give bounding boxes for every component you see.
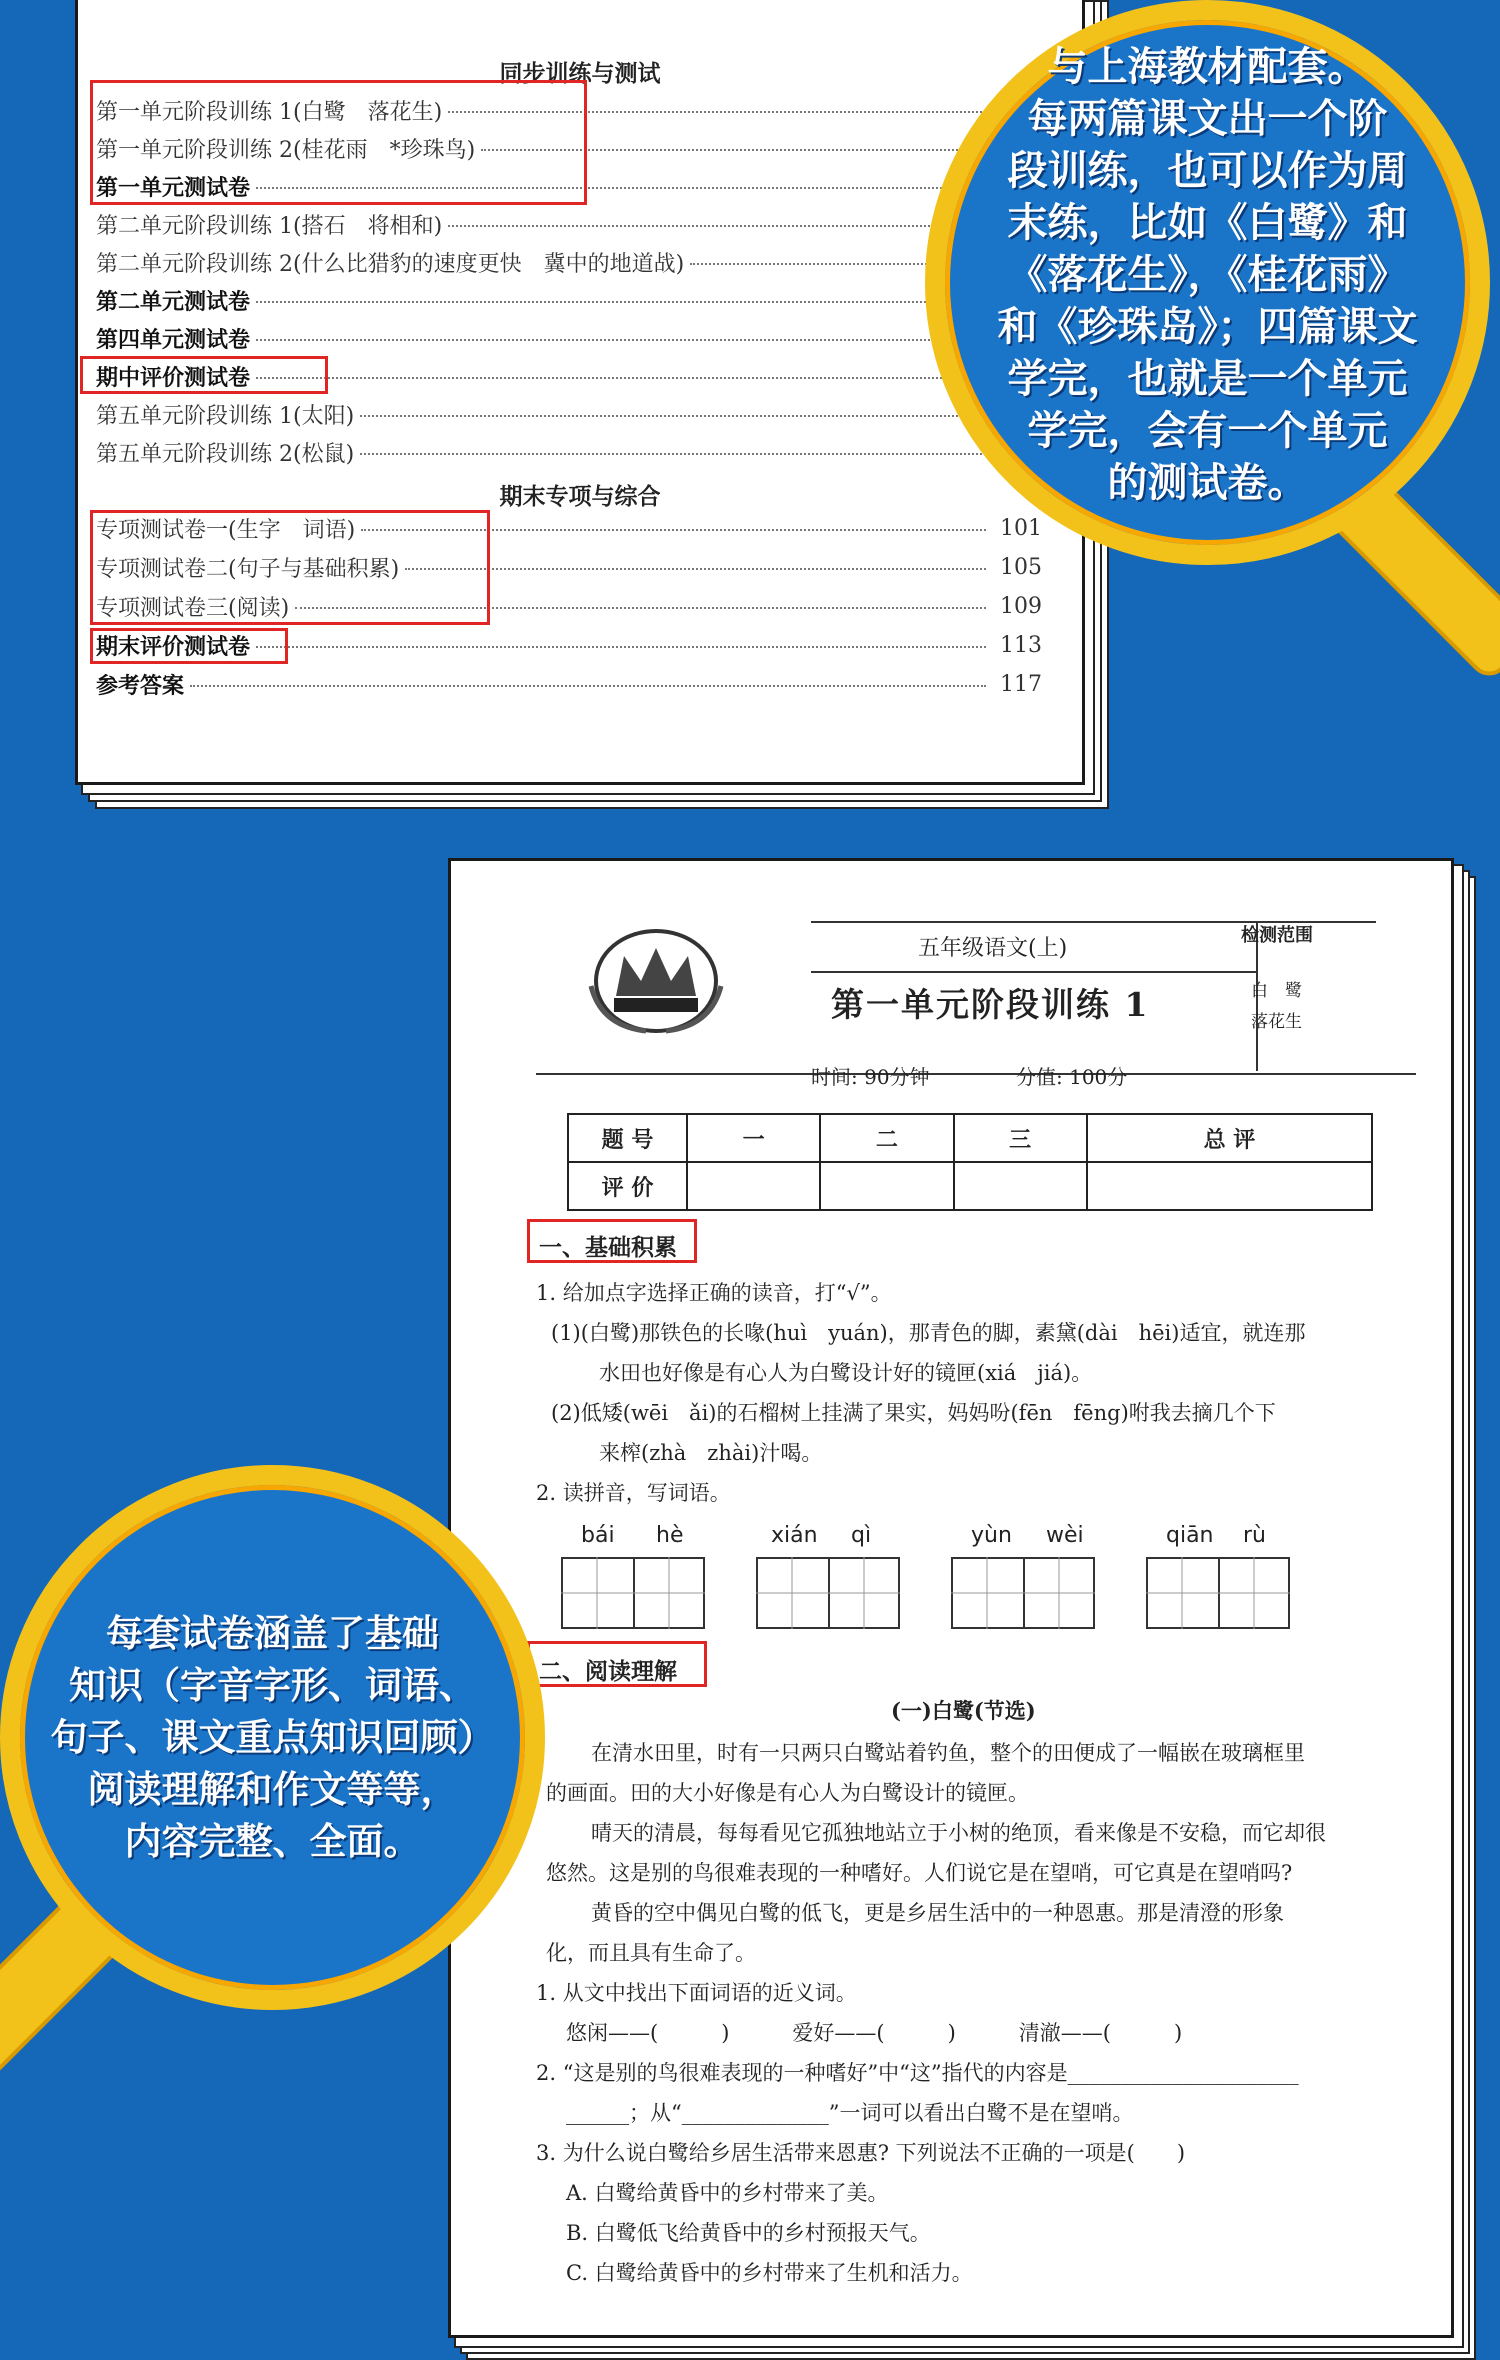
score-label: 分值: 100分	[1016, 1065, 1128, 1089]
toc-row: 专项测试卷三(阅读) 109	[96, 593, 1042, 621]
scope-item: 白 鹭	[1251, 981, 1302, 1001]
lens-callout-text: 每套试卷涵盖了基础 知识（字音字形、词语、 句子、课文重点知识回顾） 阅读理解和作文等等， 内容完整、全面。	[50, 1611, 495, 1863]
toc-section-title: 同步训练与测试	[499, 60, 661, 87]
question: 1. 从文中找出下面词语的近义词。	[536, 1981, 857, 2005]
toc-row: 第五单元阶段训练 2(松鼠)	[96, 434, 1042, 470]
pinyin-label: qì	[851, 1523, 872, 1548]
exam-sheet	[448, 858, 1454, 2338]
answer-option: A. 白鹭给黄昏中的乡村带来了美。	[566, 2181, 889, 2205]
magnifier-lens	[0, 1465, 545, 2010]
question-line: 悠闲——( ) 爱好——( ) 清澈——( )	[566, 2021, 1183, 2045]
question-line: 水田也好像是有心人为白鹭设计好的镜匣(xiá jiá)。	[599, 1361, 1093, 1385]
highlight-box	[527, 1641, 707, 1687]
toc-row: 第二单元阶段训练 2(什么比猎豹的速度更快 冀中的地道战)	[96, 244, 1042, 280]
writing-grid[interactable]	[951, 1557, 1095, 1629]
question: 2. 读拼音，写词语。	[536, 1481, 731, 1505]
scope-item: 落花生	[1251, 1012, 1302, 1032]
toc-row: 期末评价测试卷 113	[96, 632, 1042, 660]
toc-row: 专项测试卷二(句子与基础积累) 105	[96, 554, 1042, 582]
toc-row: 第四单元测试卷	[96, 320, 1042, 356]
pinyin-label: wèi	[1046, 1523, 1084, 1548]
pinyin-label: rù	[1243, 1523, 1266, 1548]
question: 3. 为什么说白鹭给乡居生活带来恩惠? 下列说法不正确的一项是( )	[536, 2141, 1186, 2165]
highlight-box	[90, 80, 587, 205]
toc-row: 第一单元测试卷	[96, 168, 1042, 204]
question-line: 来榨(zhà zhài)汁喝。	[599, 1441, 823, 1465]
writing-grid[interactable]	[561, 1557, 705, 1629]
question-line: (2)低矮(wēi ǎi)的石榴树上挂满了果实，妈妈吩(fēn fēng)咐我去摘几个下	[551, 1401, 1276, 1425]
passage-line: 在清水田里，时有一只两只白鹭站着钓鱼，整个的田便成了一幅嵌在玻璃框里	[591, 1741, 1305, 1765]
time-label: 时间: 90分钟	[811, 1065, 930, 1089]
lens-callout-text: 与上海教材配套。 每两篇课文出一个阶 段训练，也可以作为周 末练，比如《白鹭》和 《落花生》，《桂花雨》 和《珍珠岛》；四篇课文 学完，也就是一个单元 学完，会有一个单元 的测试卷。	[997, 44, 1418, 506]
unit-title: 第一单元阶段训练 1	[831, 985, 1150, 1024]
writing-grid[interactable]	[1146, 1557, 1290, 1629]
section-heading: 一、基础积累	[539, 1235, 677, 1261]
passage-line: 晴天的清晨，每每看见它孤独地站立于小树的绝顶，看来像是不安稳，而它却很	[591, 1821, 1326, 1845]
pinyin-label: yùn	[971, 1523, 1012, 1548]
toc-section-title: 期末专项与综合	[499, 483, 661, 510]
passage-line: 悠然。这是别的鸟很难表现的一种嗜好。人们说它是在望哨，可它真是在望哨吗?	[546, 1861, 1293, 1885]
highlight-box	[90, 510, 490, 625]
scope-title: 检测范围	[1241, 925, 1313, 946]
toc-row: 第二单元测试卷	[96, 282, 1042, 318]
score-table: 题 号 一 二 三 总 评 评 价	[567, 1113, 1373, 1211]
passage-line: 化，而且具有生命了。	[546, 1941, 756, 1965]
passage-line: 的画面。田的大小好像是有心人为白鹭设计的镜匣。	[546, 1781, 1029, 1805]
grade-label: 五年级语文(上)	[918, 936, 1068, 961]
highlight-box	[527, 1219, 697, 1263]
question: 2. “这是别的鸟很难表现的一种嗜好”中“这”指代的内容是______________________	[536, 2061, 1299, 2085]
highlight-box	[80, 356, 328, 394]
magnifier-lens	[925, 0, 1490, 565]
passage-line: 黄昏的空中偶见白鹭的低飞，更是乡居生活中的一种恩惠。那是清澄的形象	[591, 1901, 1284, 1925]
answer-option: C. 白鹭给黄昏中的乡村带来了生机和活力。	[566, 2261, 973, 2285]
toc-row: 第五单元阶段训练 1(太阳)	[96, 396, 1042, 432]
toc-row: 第一单元阶段训练 2(桂花雨 *珍珠鸟)	[96, 130, 1042, 166]
pinyin-label: hè	[656, 1523, 684, 1548]
pinyin-label: qiān	[1166, 1523, 1214, 1548]
toc-row: 专项测试卷一(生字 词语) 101	[96, 515, 1042, 543]
pinyin-label: bái	[581, 1523, 615, 1548]
pinyin-label: xián	[771, 1523, 818, 1548]
answer-option: B. 白鹭低飞给黄昏中的乡村预报天气。	[566, 2221, 931, 2245]
table-of-contents	[75, 0, 1085, 785]
crown-emblem-icon	[586, 926, 726, 1036]
passage-title: (一)白鹭(节选)	[891, 1698, 1036, 1723]
highlight-box	[90, 628, 288, 664]
writing-grid[interactable]	[756, 1557, 900, 1629]
toc-row: 第二单元阶段训练 1(搭石 将相和)	[96, 206, 1042, 242]
toc-row: 第一单元阶段训练 1(白鹭 落花生)	[96, 92, 1042, 128]
question-line: ______；从“______________”一词可以看出白鹭不是在望哨。	[566, 2101, 1134, 2125]
question: 1. 给加点字选择正确的读音，打“√”。	[536, 1281, 892, 1305]
section-heading: 二、阅读理解	[539, 1659, 677, 1685]
question-line: (1)(白鹭)那铁色的长喙(huì yuán)，那青色的脚，素黛(dài hēi)适宜，就连那	[551, 1321, 1306, 1345]
toc-row: 参考答案 117	[96, 671, 1042, 699]
toc-row: 期中评价测试卷	[96, 358, 1042, 394]
